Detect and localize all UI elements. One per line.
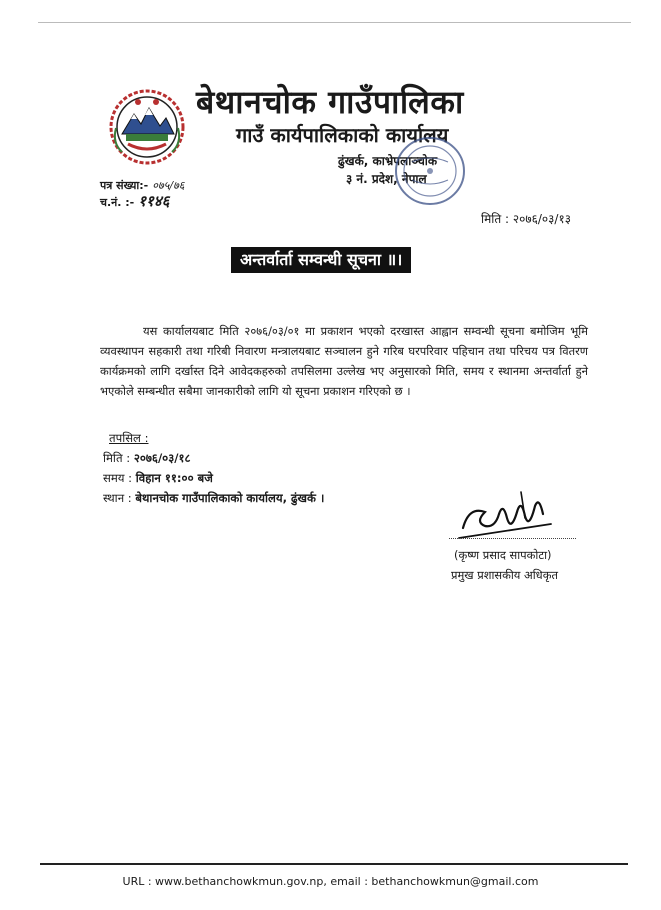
date-value: २०७६/०३/१३ bbox=[512, 212, 571, 226]
notice-body-text: यस कार्यालयबाट मिति २०७६/०३/०१ मा प्रकाशन भएको दरखास्त आह्वान सम्वन्धी सूचना बमोजिम भूमि व्यवस्थापन सहकारी तथा गरिबी निवारण मन्त्रालयबाट सञ्चालन हुने गरिब घरपरिवार पहिचान तथा परिचय पत्र वितरण कार्यक्रमको लागि दर्खास्त दिने आवेदकहरुको तपसिलमा उल्लेख भए अनुसारको मिति, समय र स्थानमा अन्तर्वार्ता हुने भएकोले सम्बन्धीत सबैमा जानकारीको लागि यो सूचना प्रकाशन गरिएको छ । bbox=[100, 324, 588, 398]
details-heading: तपसिल : bbox=[109, 431, 149, 445]
footer-contact bbox=[0, 875, 661, 888]
patra-value: ०७५/७६ bbox=[152, 179, 185, 192]
details-section bbox=[103, 428, 324, 508]
signature-line bbox=[449, 538, 576, 539]
chalani-label: च.नं. :- bbox=[100, 196, 135, 209]
chalani-value: ११४६ bbox=[138, 192, 170, 210]
address-line-2: ३ नं. प्रदेश, नेपाल bbox=[346, 172, 427, 186]
top-rule bbox=[38, 22, 631, 23]
footer-url: www.bethanchowkmun.gov.np, bbox=[155, 875, 327, 888]
issue-date bbox=[481, 210, 571, 227]
notice-body bbox=[100, 321, 588, 401]
signatory-name: (कृष्ण प्रसाद सापकोटा) bbox=[454, 548, 552, 562]
chalani-number bbox=[100, 191, 169, 211]
detail-place-label: स्थान : bbox=[103, 491, 132, 505]
detail-place-value: बेथानचोक गाउँपालिकाको कार्यालय, ढुंखर्क । bbox=[135, 491, 325, 505]
detail-date-label: मिति : bbox=[103, 451, 131, 465]
detail-time-value: विहान ११:०० बजे bbox=[135, 471, 213, 485]
footer-rule bbox=[40, 863, 628, 865]
patra-label: पत्र संख्या:- bbox=[100, 179, 149, 192]
date-label: मिति : bbox=[481, 212, 510, 226]
detail-date-value: २०७६/०३/१८ bbox=[133, 451, 191, 465]
detail-time-row bbox=[103, 468, 324, 488]
signatory-designation: प्रमुख प्रशासकीय अधिकृत bbox=[451, 568, 558, 582]
municipality-title: बेथानचोक गाउँपालिका bbox=[196, 83, 464, 121]
nepal-emblem-icon bbox=[108, 88, 186, 166]
notice-heading: अन्तर्वार्ता सम्वन्धी सूचना ॥। bbox=[231, 247, 411, 273]
detail-time-label: समय : bbox=[103, 471, 133, 485]
footer-email: bethanchowkmun@gmail.com bbox=[371, 875, 539, 888]
office-stamp-icon bbox=[390, 132, 470, 210]
detail-date-row bbox=[103, 448, 324, 468]
detail-place-row bbox=[103, 488, 324, 508]
footer-url-label: URL : bbox=[122, 875, 152, 888]
office-subtitle: गाउँ कार्यपालिकाको कार्यालय bbox=[236, 123, 449, 147]
footer-email-label: email : bbox=[330, 875, 368, 888]
address-line-1: ढुंखर्क, काभ्रेपलाञ्चोक bbox=[338, 154, 438, 168]
